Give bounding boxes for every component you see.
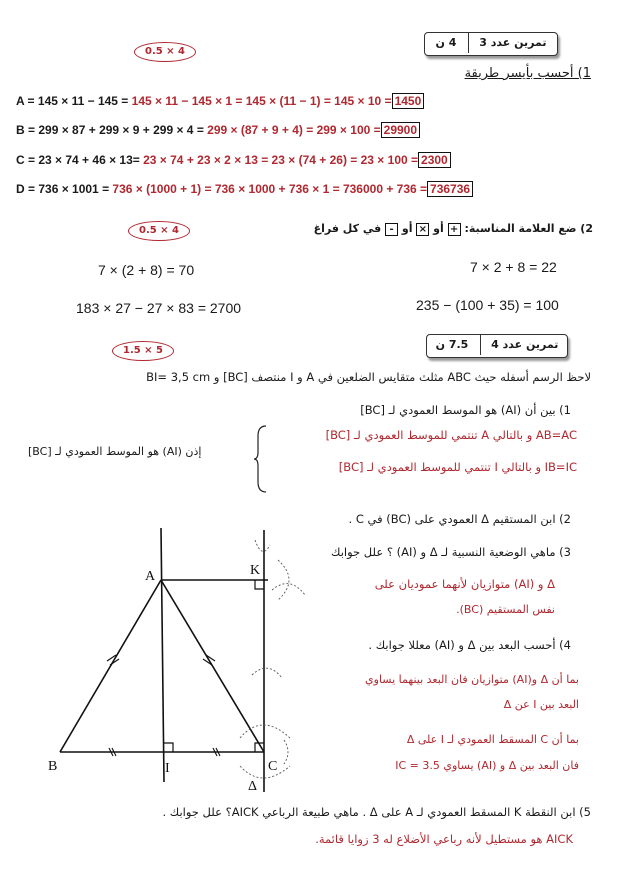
eq-1: 7 × (2 + 8) = 70 bbox=[98, 262, 195, 278]
score-oval-2: 0.5 × 4 bbox=[128, 221, 190, 241]
segment-AB bbox=[60, 580, 161, 752]
result-C: 2300 bbox=[418, 152, 451, 168]
segment-AC bbox=[161, 580, 264, 752]
label-delta: Δ bbox=[248, 779, 258, 794]
ex4-q4-ans-1: بما أن Δ و(AI) متوازيان فان البعد بينهما يساوي bbox=[365, 673, 579, 686]
ex4-q4: 4) أحسب البعد بين Δ و (AI) معللا جوابك . bbox=[368, 638, 571, 652]
ex4-q4-ans-4: فان البعد بين Δ و (AI) يساوي IC = 3.5 bbox=[395, 759, 579, 772]
ex4-q4-ans-2: البعد بين I عن Δ bbox=[503, 698, 579, 711]
times-sign-box: × bbox=[416, 223, 429, 236]
eq-4: 235 − (100 + 35) = 100 bbox=[416, 297, 559, 313]
exercise-4-points: 7.5 ن bbox=[435, 338, 469, 351]
ex4-q1-a2: IB=IC و بالتالي I تنتمي للموسط العمودي لـ [BC] bbox=[338, 460, 577, 474]
plus-sign-box: + bbox=[448, 223, 461, 236]
score-oval-1: 0.5 × 4 bbox=[134, 42, 196, 62]
ex4-q1-a1: AB=AC و بالتالي A تنتمي للموسط العمودي لـ [BC] bbox=[325, 428, 577, 442]
ex4-q1: 1) بين أن (AI) هو الموسط العمودي لـ [BC] bbox=[360, 403, 571, 417]
label-C: C bbox=[268, 759, 278, 774]
ex4-q1-conclusion: إذن (AI) هو الموسط العمودي لـ [BC] bbox=[28, 445, 202, 458]
right-angle-I bbox=[164, 743, 173, 752]
line-AI bbox=[161, 528, 164, 782]
ex4-q5: 5) ابن النقطة K المسقط العمودي لـ A على Δ . ماهي طبيعة الرباعي AICK؟ علل جوابك . bbox=[162, 805, 591, 819]
label-I: I bbox=[165, 761, 170, 776]
result-B: 29900 bbox=[381, 122, 420, 138]
result-A: 1450 bbox=[392, 93, 425, 109]
right-angle-K bbox=[255, 580, 264, 589]
ex4-q5-ans: AICK هو مستطيل لأنه رباعي الأضلاع له 3 زوايا قائمة. bbox=[315, 832, 573, 846]
eq-3: 183 × 27 − 27 × 83 = 2700 bbox=[76, 300, 242, 316]
exercise-4-label: تمرين عدد 4 bbox=[480, 335, 558, 355]
ex3-q1: 1) أحسب بأيسر طريقة bbox=[464, 66, 591, 81]
exercise-3-label: تمرين عدد 3 bbox=[468, 33, 546, 53]
ex4-intro: لاحظ الرسم أسفله حيث ABC مثلث متقايس الضلعين في A و I منتصف [BC] و BI= 3,5 cm bbox=[146, 370, 591, 384]
label-A: A bbox=[145, 569, 156, 584]
ex4-q4-ans-3: بما أن C المسقط العمودي لـ I على Δ bbox=[406, 733, 579, 746]
result-D: 736736 bbox=[427, 181, 473, 197]
label-K: K bbox=[250, 563, 261, 578]
label-B: B bbox=[48, 759, 58, 774]
ex4-q3-ans-2: نفس المستقيم (BC). bbox=[456, 603, 555, 616]
row-C: C = 23 × 74 + 46 × 13= 23 × 74 + 23 × 2 × 13 = 23 × (74 + 26) = 23 × 100 = 2300 bbox=[16, 153, 451, 167]
eq-2: 7 × 2 + 8 = 22 bbox=[470, 259, 557, 275]
minus-sign-box: - bbox=[385, 223, 398, 236]
ex4-q2: 2) ابن المستقيم Δ العمودي على (BC) في C . bbox=[348, 512, 571, 526]
score-oval-3: 1.5 × 5 bbox=[112, 341, 174, 361]
ex3-q2: 2) ضع العلامة المناسبة: + أو × أو - في كل فراغ bbox=[313, 222, 593, 235]
row-A: A = 145 × 11 − 145 = 145 × 11 − 145 × 1 = 145 × (11 − 1) = 145 × 10 = 1450 bbox=[16, 94, 424, 108]
ex4-q3: 3) ماهي الوضعية النسبية لـ Δ و (AI) ؟ علل جوابك bbox=[331, 545, 571, 559]
row-B: B = 299 × 87 + 299 × 9 + 299 × 4 = 299 × (87 + 9 + 4) = 299 × 100 = 29900 bbox=[16, 123, 420, 137]
exercise-3-points: 4 ن bbox=[435, 36, 457, 49]
row-D: D = 736 × 1001 = 736 × (1000 + 1) = 736 × 1000 + 736 × 1 = 736000 + 736 = 736736 bbox=[16, 182, 473, 196]
ex4-q3-ans-1: Δ و (AI) متوازيان لأنهما عموديان على bbox=[374, 577, 555, 591]
